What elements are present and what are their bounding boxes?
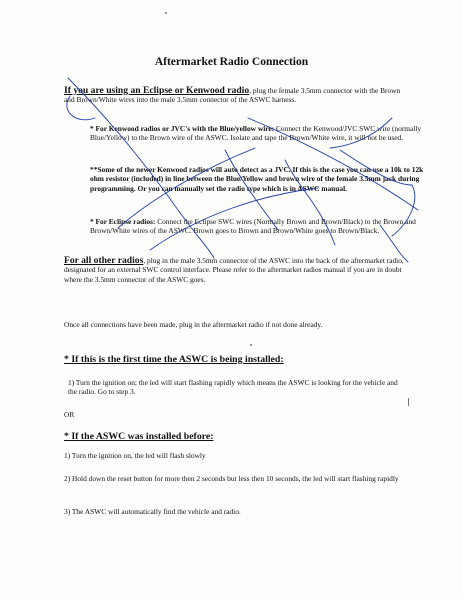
kenwood-paragraph	[64, 124, 430, 143]
installed-before-step-2: 2) Hold down the reset button for more then 2 seconds but less then 10 seconds, the led will start flashing rapidly	[64, 474, 399, 483]
kenwood-lead: * For Kenwood radios or JVC's with the Blue/yellow wire:	[90, 124, 275, 133]
or-label: OR	[64, 410, 75, 419]
installed-before-step-3: 3) The ASWC will automatically find the vehicle and radio.	[64, 507, 241, 516]
installed-before-heading: * If the ASWC was installed before:	[64, 431, 214, 442]
other-radios-paragraph	[64, 256, 404, 284]
eclipse-kenwood-text: , plug the female 3.5mm connector with the Brown and Brown/White wires into the male 3.5mm connector of the ASWC harness.	[64, 86, 401, 105]
page-title: Aftermarket Radio Connection	[154, 56, 309, 68]
eclipse-paragraph	[64, 217, 430, 236]
eclipse-kenwood-lead: If you are using an Eclipse or Kenwood radio	[64, 85, 250, 96]
other-radios-lead: For all other radios	[64, 255, 144, 266]
other-radios-text: , plug in the male 3.5mm connector of the ASWC into the back of the aftermarket radio, designated for an external SWC control interface. Please refer to the aftermarket radios manual if you are in doubt where the 3.5mm connector of the ASWC goes.	[64, 256, 404, 284]
kenwood-text: Connect the Kenwood/JVC SWC wire (normally Blue/Yellow) to the Brown wire of the ASWC. Isolate and tape the Brown/White wire, it will not be used.	[90, 124, 422, 143]
auto-detect-note: **Some of the newer Kenwood radios will auto detect as a JVC. If this is the case you can use a 10k to 12k ohm resistor (included) in line between the Blue/Yellow and brown wire of the female 3.5mm jack during programming. Or you can manually set the radio type which is in ASWC manual.	[90, 165, 424, 193]
first-time-step-1: 1) Turn the ignition on; the led will start flashing rapidly which means the ASWC is looking for the vehicle and the radio. Go to step 3.	[68, 378, 398, 397]
eclipse-text: Connect the Eclipse SWC wires (Normally Brown and Brown/Black) to the Brown and Brown/White wires of the ASWC. Brown goes to Brown and Brown/White goes to Brown/Black.	[90, 217, 416, 236]
eclipse-lead: * For Eclipse radios:	[90, 217, 156, 226]
scan-speck	[408, 398, 409, 406]
first-time-heading: * If this is the first time the ASWC is being installed:	[64, 354, 284, 365]
scan-speck	[165, 12, 167, 14]
scan-speck	[250, 344, 252, 346]
once-connected-text: Once all connections have been made, plug in the aftermarket radio if not done already.	[64, 320, 323, 329]
eclipse-kenwood-paragraph	[64, 86, 404, 105]
installed-before-step-1: 1) Turn the ignition on, the led will flash slowly	[64, 451, 206, 460]
